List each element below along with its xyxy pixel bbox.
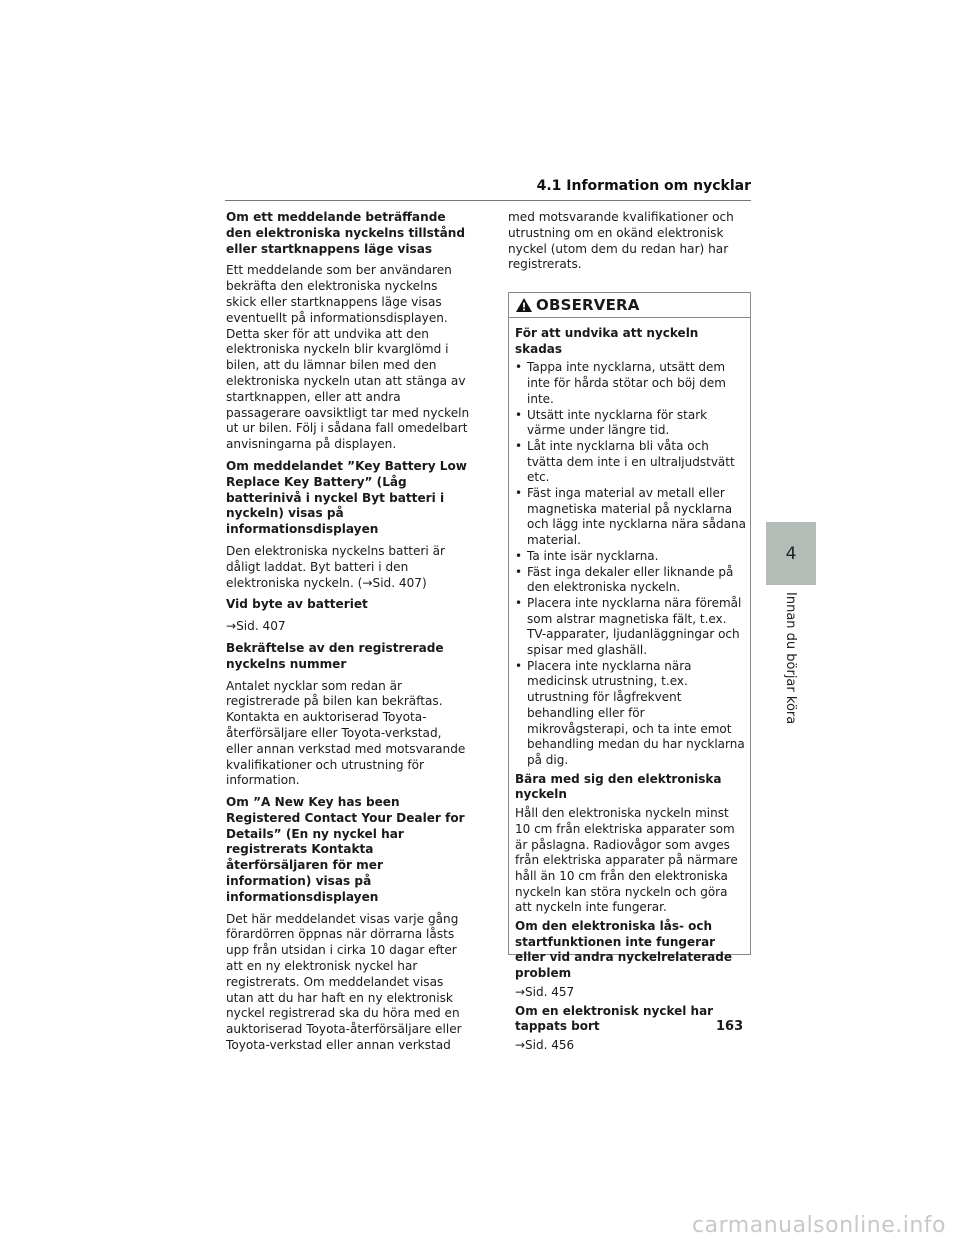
chapter-label: Innan du börjar köra bbox=[783, 592, 798, 725]
list-item: • Fäst inga dekaler eller liknande på den elektroniska nyckeln. bbox=[515, 565, 746, 596]
page-number: 163 bbox=[716, 1019, 744, 1034]
subheading: Bekräftelse av den registrerade nyckelns nummer bbox=[226, 640, 444, 671]
paragraph: →Sid. 407 bbox=[226, 619, 286, 634]
list-item: • Fäst inga material av metall eller magnetiska material på nycklarna och lägg inte nycklarna nära sådana material. bbox=[515, 486, 746, 549]
paragraph: Håll den elektroniska nyckeln minst 10 cm från elektriska apparater som är påslagna. Radiovågor som avges från elektriska apparater på närmare håll än 10 cm från den elektroniska nyckeln kan störa nyckeln och göra att nyckeln inte fungerar. bbox=[515, 806, 738, 915]
subheading: Om den elektroniska lås- och startfunktionen inte fungerar eller vid andra nyckelrelaterade problem bbox=[515, 919, 733, 981]
bullet-list bbox=[515, 360, 746, 768]
paragraph: Det här meddelandet visas varje gång förardörren öppnas när dörrarna låsts upp från utsidan i cirka 10 dagar efter att en ny elektronisk nyckel har registrerats. Om meddelandet visas utan att du har haft en ny elektronisk nyckel registrerad ska du höra med en auktoriserad Toyota-återförsäljare eller Toyota-verkstad eller annan verkstad bbox=[226, 911, 462, 1053]
chapter-number: 4 bbox=[785, 543, 797, 564]
continued-paragraph: med motsvarande kvalifikationer och utrustning om en okänd elektronisk nyckel (utom dem du redan har) har registrerats. bbox=[508, 210, 734, 272]
watermark: carmanualsonline.info bbox=[692, 1213, 946, 1238]
paragraph: →Sid. 457 bbox=[515, 984, 575, 999]
chapter-tab bbox=[766, 522, 816, 585]
subheading: Om en elektronisk nyckel har tappats bort bbox=[515, 1003, 714, 1034]
paragraph: Ett meddelande som ber användaren bekräfta den elektroniska nyckelns skick eller startknappens läge visas eventuellt på informationsdisplayen. Detta sker för att undvika att den elektroniska nyckeln blir kvarglömd i bilen, att du lämnar bilen med den elektroniska nyckeln utan att stänga av startknappen, eller att andra passagerare oavsiktligt tar med nyckeln ut ur bilen. Följ i sådana fall omedelbart anvisningarna på displayen. bbox=[226, 263, 470, 452]
list-item: • Ta inte isär nycklarna. bbox=[515, 549, 746, 565]
subheading: Bära med sig den elektroniska nyckeln bbox=[515, 771, 722, 802]
subheading: Vid byte av batteriet bbox=[226, 597, 368, 612]
list-item: • Placera inte nycklarna nära föremål som alstrar magnetiska fält, t.ex. TV-apparater, ljudanläggningar och spisar med glashäll. bbox=[515, 596, 746, 659]
header-divider bbox=[225, 200, 751, 201]
list-item: • Låt inte nycklarna bli våta och tvätta dem inte i en ultraljudstvätt etc. bbox=[515, 439, 746, 486]
chapter-label-wrap bbox=[774, 592, 808, 725]
right-column bbox=[508, 210, 751, 279]
warning-triangle-icon bbox=[515, 297, 533, 313]
list-item: • Tappa inte nycklarna, utsätt dem inte för hårda stötar och böj dem inte. bbox=[515, 360, 746, 407]
list-item: • Placera inte nycklarna nära medicinsk utrustning, t.ex. utrustning för lågfrekvent behandling eller för mikrovågsterapi, och ta inte emot behandling medan du har nycklarna på dig. bbox=[515, 659, 746, 769]
paragraph: →Sid. 456 bbox=[515, 1037, 575, 1052]
notice-header bbox=[509, 293, 750, 318]
notice-body bbox=[509, 318, 750, 1054]
list-item: • Utsätt inte nycklarna för stark värme under längre tid. bbox=[515, 408, 746, 439]
section-title: 4.1 Information om nycklar bbox=[536, 178, 751, 194]
notice-title: OBSERVERA bbox=[536, 296, 640, 314]
left-column bbox=[226, 210, 471, 1060]
subheading: Om ”A New Key has been Registered Contact Your Dealer for Details” (En ny nyckel har registrerats Kontakta återförsäljaren för mer information) visas på informationsdisplayen bbox=[226, 795, 465, 904]
paragraph: Antalet nycklar som redan är registrerade på bilen kan bekräftas. Kontakta en auktoriserad Toyota-återförsäljare eller Toyota-verkstad, eller annan verkstad med motsvarande kvalifikationer och utrustning för information. bbox=[226, 678, 466, 788]
paragraph: Den elektroniska nyckelns batteri är dåligt laddat. Byt batteri i den elektroniska nyckeln. (→Sid. 407) bbox=[226, 543, 445, 590]
subheading: Om ett meddelande beträffande den elektroniska nyckelns tillstånd eller startknappens läge visas bbox=[226, 210, 466, 256]
subheading: Om meddelandet ”Key Battery Low Replace Key Battery” (Låg batterinivå i nyckel Byt batteri i nyckeln) visas på informationsdisplayen bbox=[226, 458, 467, 537]
subheading: För att undvika att nyckeln skadas bbox=[515, 326, 699, 356]
